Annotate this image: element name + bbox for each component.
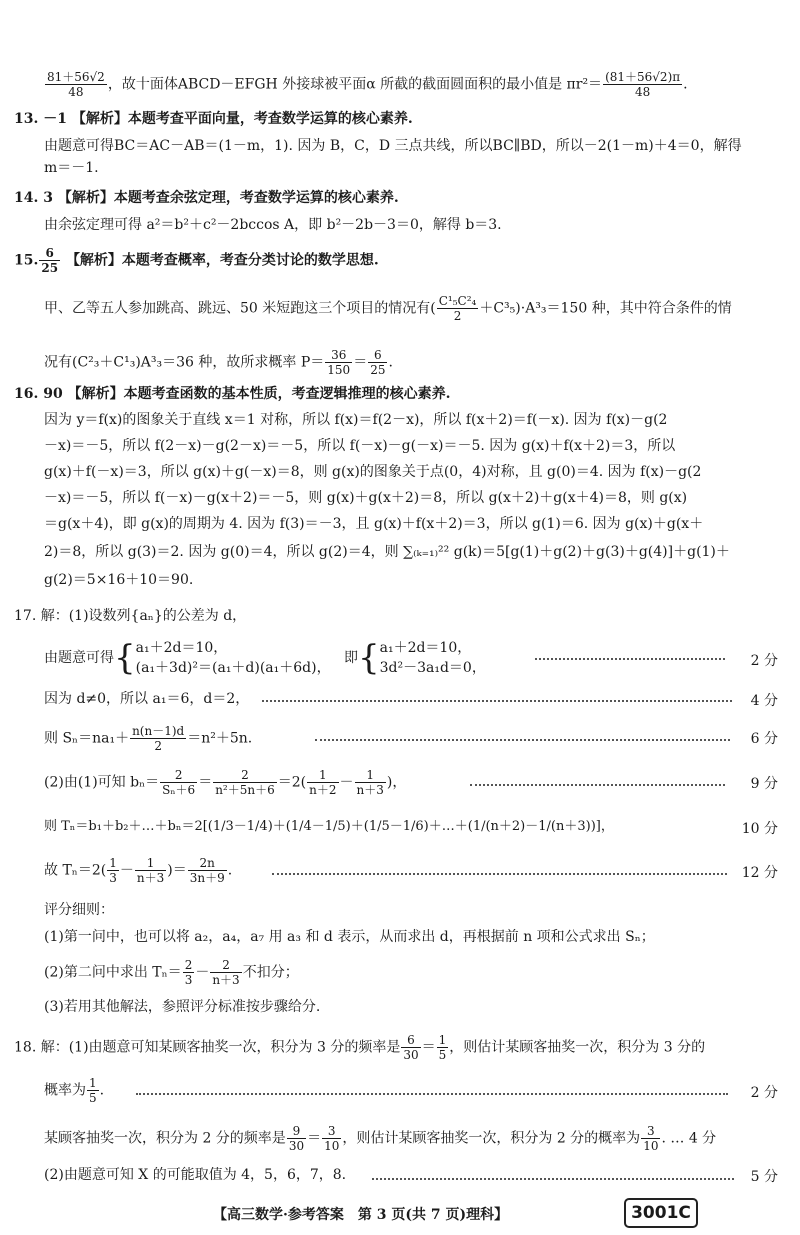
fraction-denominator: 30 — [403, 1048, 419, 1062]
score: 9 分 — [750, 776, 778, 792]
q16-line: 因为 y＝f(x)的图象关于直线 x＝1 对称，所以 f(x)＝f(2－x)，所以 f(x＋2)＝f(－x). 因为 f(x)－g(2 — [44, 412, 668, 428]
fraction-denominator: 25 — [370, 363, 386, 377]
text: (2)由(1)可知 bₙ＝ — [44, 774, 160, 791]
text: － — [119, 862, 134, 879]
q15-heading — [14, 246, 800, 275]
fraction-numerator: 1 — [89, 1076, 97, 1090]
equation: (a₁＋3d)²＝(a₁＋d)(a₁＋6d)， — [135, 660, 331, 676]
fraction-numerator: 1 — [438, 1033, 447, 1047]
left-brace: { — [357, 638, 380, 678]
fraction-numerator: 6 — [39, 246, 60, 261]
score: 5 分 — [750, 1169, 778, 1185]
text: . — [683, 76, 688, 93]
fraction-denominator: Sₙ＋6 — [162, 783, 196, 797]
fraction-numerator: 6 — [401, 1033, 420, 1048]
q15-line — [44, 348, 800, 377]
text: 【解析】本题考查概率，考查分类讨论的数学思想. — [65, 252, 379, 269]
leader-dots — [372, 1178, 734, 1180]
text: ＝n²＋5n. — [187, 730, 253, 747]
q17-line — [44, 768, 800, 797]
rubric-heading: 评分细则： — [44, 902, 114, 918]
q16-heading: 16. 90 【解析】本题考查函数的基本性质，考查逻辑推理的核心素养. — [14, 386, 451, 402]
text: ＝ — [198, 774, 213, 791]
text: 则 Sₙ＝na₁＋ — [44, 730, 130, 747]
text: ，则估计某顾客抽奖一次，积分为 2 分的概率为 — [342, 1130, 641, 1147]
fraction-denominator: n＋3 — [356, 783, 384, 797]
fraction-numerator: 2 — [210, 958, 241, 973]
text: 18. 解：(1)由题意可知某顾客抽奖一次，积分为 3 分的频率是 — [14, 1039, 401, 1056]
fraction-numerator: 3 — [322, 1124, 341, 1139]
paper-code-badge: 3001C — [624, 1198, 698, 1228]
text: )＝ — [167, 862, 187, 879]
equation-system — [380, 638, 486, 678]
page-footer — [0, 1198, 800, 1228]
q13-line: m＝－1. — [44, 160, 99, 176]
fraction-denominator: n＋2 — [309, 783, 337, 797]
fraction-numerator: n(n－1)d — [132, 724, 185, 738]
text: 不扣分； — [242, 964, 299, 981]
q17-line — [44, 856, 800, 885]
leader-dots — [470, 784, 725, 786]
fraction-denominator: 5 — [438, 1048, 447, 1062]
leader-dots — [315, 739, 730, 741]
text: 即 — [343, 650, 358, 666]
q18-line — [14, 1033, 800, 1062]
text: 概率为 — [44, 1082, 86, 1099]
q15-line — [44, 294, 800, 323]
q17-heading: 17. 解：(1)设数列{aₙ}的公差为 d， — [14, 608, 247, 624]
footer-text: 【高三数学·参考答案 第 3 页(共 7 页)理科】 — [213, 1207, 509, 1223]
fraction-numerator: 81＋56√2 — [47, 70, 105, 84]
text: ＝2( — [277, 774, 307, 791]
q16-line: －x)＝－5，所以 f(－x)－g(x＋2)＝－5，则 g(x)＋g(x＋2)＝8，所以 g(x＋2)＋g(x＋4)＝8，则 g(x) — [44, 490, 688, 506]
score: 2 分 — [750, 1085, 778, 1101]
text: . — [388, 354, 393, 371]
fraction-denominator: 150 — [327, 363, 351, 377]
fraction-numerator: C¹₅C²₄ — [438, 294, 477, 308]
fraction-denominator: 10 — [324, 1139, 340, 1153]
fraction-numerator: 2 — [184, 958, 193, 972]
text: ＝ — [353, 354, 368, 371]
fraction-denominator: 48 — [634, 85, 651, 99]
continuation-line — [44, 70, 800, 99]
text: ，则估计某顾客抽奖一次，积分为 3 分的 — [449, 1039, 706, 1056]
text: ＋C³₅)·A³₃＝150 种，其中符合条件的情 — [479, 300, 732, 317]
score: 6 分 — [750, 731, 778, 747]
score: 12 分 — [741, 865, 778, 881]
leader-dots — [262, 700, 732, 702]
leader-dots — [136, 1093, 728, 1095]
q16-line: 2)＝8，所以 g(3)＝2. 因为 g(0)＝4，所以 g(2)＝4，则 ∑₍ₖ₌₁₎²² g(k)＝5[g(1)＋g(2)＋g(3)＋g(4)]＋g(1)＋ — [44, 544, 730, 560]
fraction-denominator: 2 — [453, 309, 462, 323]
text: (2)第二问中求出 Tₙ＝ — [44, 964, 182, 981]
text: . … 4 分 — [661, 1130, 717, 1147]
fraction-numerator: 1 — [307, 768, 338, 783]
fraction-denominator: 3n＋9 — [189, 871, 225, 885]
fraction-numerator: 1 — [135, 856, 166, 871]
fraction-denominator: 3 — [109, 871, 117, 885]
text: 甲、乙等五人参加跳高、跳远、50 米短跑这三个项目的情况有( — [44, 300, 436, 317]
fraction-denominator: 3 — [184, 973, 193, 987]
equation: a₁＋2d＝10， — [379, 640, 472, 656]
q13-heading: 13. －1 【解析】本题考查平面向量，考查数学运算的核心素养. — [14, 111, 413, 127]
text: )， — [386, 774, 407, 791]
q16-line: －x)＝－5，所以 f(2－x)－g(2－x)＝－5，所以 f(－x)－g(－x)＝－5. 因为 g(x)＋f(x＋2)＝3，所以 — [44, 438, 676, 454]
equation: 3d²－3a₁d＝0， — [379, 660, 486, 676]
q16-line: g(x)＋f(－x)＝3，所以 g(x)＋g(－x)＝8，则 g(x)的图象关于点(0，4)对称，且 g(0)＝4. 因为 f(x)－g(2 — [44, 464, 702, 480]
fraction-numerator: 2 — [160, 768, 197, 783]
text: － — [339, 774, 354, 791]
q17-line: 则 Tₙ＝b₁＋b₂＋…＋bₙ＝2[(1/3－1/4)＋(1/4－1/5)＋(1/5－1/6)＋…＋(1/(n＋2)－1/(n＋3))]， — [44, 819, 614, 834]
fraction-denominator: n＋3 — [136, 871, 165, 885]
fraction-denominator: 30 — [288, 1139, 305, 1153]
fraction-numerator: 6 — [368, 348, 387, 363]
fraction-denominator: 25 — [41, 261, 59, 275]
q18-line — [44, 1124, 800, 1153]
fraction-denominator: 48 — [68, 85, 84, 99]
q18-line: (2)由题意可知 X 的可能取值为 4，5，6，7，8. — [44, 1167, 347, 1183]
fraction-numerator: 36 — [325, 348, 352, 363]
question-number: 15. — [14, 252, 39, 269]
equation-system — [136, 638, 331, 678]
fraction-numerator: (81＋56√2)π — [605, 70, 681, 84]
text: ＝ — [421, 1039, 436, 1056]
fraction-denominator: 2 — [154, 739, 162, 753]
leader-dots — [272, 873, 727, 875]
q14-line: 由余弦定理可得 a²＝b²＋c²－2bccos A，即 b²－2b－3＝0，解得 b＝3. — [44, 217, 502, 233]
fraction-numerator: 3 — [641, 1124, 660, 1139]
fraction-denominator: 5 — [89, 1091, 97, 1105]
text: . — [99, 1082, 105, 1099]
text: ＝ — [307, 1130, 322, 1147]
q14-heading: 14. 3 【解析】本题考查余弦定理，考查数学运算的核心素养. — [14, 190, 399, 206]
rubric-item — [44, 958, 800, 987]
fraction-numerator: 2 — [213, 768, 277, 783]
text: . — [227, 862, 233, 879]
score: 10 分 — [741, 821, 778, 837]
q16-line: ＝g(x＋4)，即 g(x)的周期为 4. 因为 f(3)＝－3，且 g(x)＋f(x＋2)＝3，所以 g(1)＝6. 因为 g(x)＋g(x＋ — [44, 516, 704, 532]
equation: a₁＋2d＝10， — [135, 640, 228, 656]
score: 4 分 — [750, 693, 778, 709]
text: － — [195, 964, 210, 981]
text: 故 Tₙ＝2( — [44, 862, 107, 879]
fraction-numerator: 9 — [287, 1124, 306, 1139]
rubric-item: (1)第一问中，也可以将 a₂，a₄，a₇ 用 a₃ 和 d 表示，从而求出 d，再根据前 n 项和公式求出 Sₙ； — [44, 929, 655, 945]
fraction-denominator: n＋3 — [212, 973, 240, 987]
q18-line — [44, 1076, 800, 1105]
text: 况有(C²₃＋C¹₃)A³₃＝36 种，故所求概率 P＝ — [44, 354, 325, 371]
left-brace: { — [114, 638, 136, 678]
q17-line: 因为 d≠0，所以 a₁＝6，d＝2， — [44, 691, 250, 707]
text: 由题意可得 — [44, 650, 114, 666]
fraction-numerator: 1 — [355, 768, 386, 783]
rubric-item: (3)若用其他解法，参照评分标准按步骤给分. — [44, 999, 321, 1015]
text: ，故十面体ABCD－EFGH 外接球被平面α 所截的截面圆面积的最小值是 πr²＝ — [107, 76, 603, 93]
text: 某顾客抽奖一次，积分为 2 分的频率是 — [44, 1130, 286, 1147]
fraction-numerator: 2n — [188, 856, 227, 871]
score: 2 分 — [750, 653, 778, 669]
q16-line: g(2)＝5×16＋10＝90. — [44, 572, 194, 588]
fraction-denominator: 10 — [643, 1139, 659, 1153]
q13-line: 由题意可得BC＝AC－AB＝(1－m，1). 因为 B，C，D 三点共线，所以BC∥BD，所以－2(1－m)＋4＝0，解得 — [44, 138, 742, 154]
fraction-numerator: 1 — [109, 856, 117, 870]
fraction-denominator: n²＋5n＋6 — [215, 783, 275, 797]
leader-dots — [535, 658, 725, 660]
